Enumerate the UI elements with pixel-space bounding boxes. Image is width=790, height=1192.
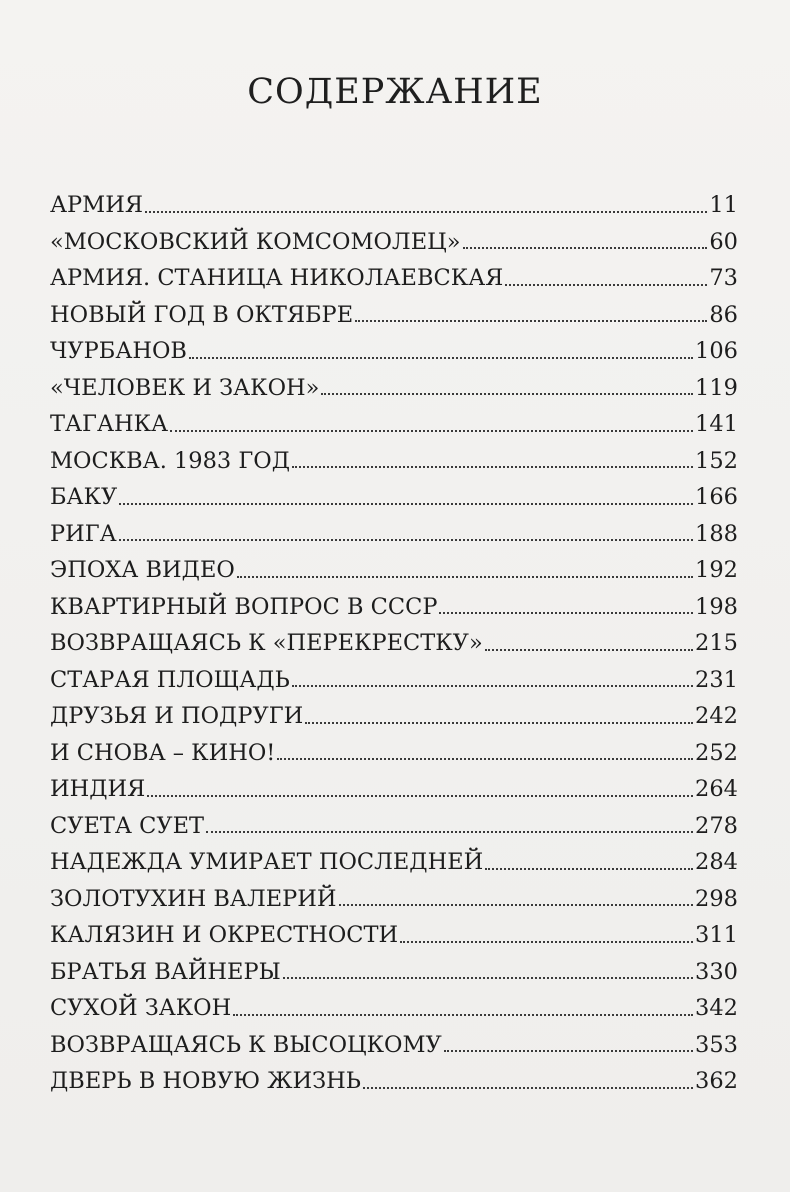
- toc-entry-title: ЗОЛОТУХИН ВАЛЕРИЙ: [50, 885, 337, 912]
- toc-entry: [50, 399, 738, 436]
- dot-leader: [505, 283, 707, 286]
- toc-page-number: 215: [695, 630, 738, 656]
- dot-leader: [305, 721, 693, 724]
- dot-leader: [233, 1013, 693, 1016]
- dot-leader: [355, 319, 707, 322]
- toc-entry-title: КАЛЯЗИН И ОКРЕСТНОСТИ: [50, 922, 399, 948]
- toc-entry: [50, 910, 738, 947]
- dot-leader: [485, 867, 693, 870]
- toc-page-number: 284: [695, 849, 738, 875]
- toc-page-number: 86: [709, 301, 738, 328]
- dot-leader: [339, 903, 694, 906]
- toc-entry-title: БАКУ: [50, 484, 118, 510]
- toc-page-number: 11: [709, 192, 738, 218]
- toc-entry: [50, 801, 738, 838]
- toc-page-number: 231: [695, 666, 738, 693]
- toc-entry-title: «МОСКОВСКИЙ КОМСОМОЛЕЦ»: [50, 228, 461, 255]
- toc-entry: [50, 363, 738, 400]
- toc-entry: [50, 655, 738, 692]
- toc-entry-title: СУЕТА СУЕТ: [50, 812, 205, 839]
- toc-entry-title: ТАГАНКА: [50, 411, 169, 437]
- toc-entry-title: НОВЫЙ ГОД В ОКТЯБРЕ: [50, 301, 354, 328]
- toc-entry-title: ИНДИЯ: [50, 776, 146, 802]
- toc-entry-title: СУХОЙ ЗАКОН: [50, 995, 232, 1021]
- dot-leader: [321, 392, 693, 395]
- toc-entry-title: РИГА: [50, 520, 117, 547]
- toc-page-number: 60: [709, 228, 738, 255]
- dot-leader: [145, 210, 707, 213]
- toc-page-number: 342: [695, 995, 738, 1021]
- toc-entry: [50, 837, 738, 874]
- toc-entry: [50, 180, 738, 217]
- toc-entry-title: АРМИЯ. СТАНИЦА НИКОЛАЕВСКАЯ: [50, 265, 504, 291]
- toc-entry-title: АРМИЯ: [50, 192, 144, 218]
- toc-entry: [50, 545, 738, 582]
- dot-leader: [283, 976, 693, 979]
- toc-page-number: 119: [695, 374, 738, 401]
- toc-entry: [50, 947, 738, 984]
- toc-page-number: 106: [695, 338, 738, 364]
- toc-entry-title: БРАТЬЯ ВАЙНЕРЫ: [50, 958, 281, 985]
- table-of-contents: [50, 180, 738, 1093]
- toc-page-number: 330: [695, 958, 738, 985]
- page-title: СОДЕРЖАНИЕ: [247, 72, 543, 112]
- toc-page-number: 278: [695, 812, 738, 839]
- dot-leader: [147, 794, 693, 797]
- dot-leader: [485, 648, 693, 651]
- toc-page-number: 298: [695, 885, 738, 912]
- toc-entry: [50, 472, 738, 509]
- toc-entry: [50, 290, 738, 327]
- toc-page-number: 166: [695, 484, 738, 510]
- toc-entry-title: ВОЗВРАЩАЯСЬ К «ПЕРЕКРЕСТКУ»: [50, 630, 483, 656]
- toc-entry: [50, 326, 738, 363]
- dot-leader: [119, 538, 693, 541]
- toc-page-number: 252: [695, 739, 738, 766]
- toc-entry: [50, 582, 738, 619]
- dot-leader: [400, 940, 693, 943]
- toc-entry: [50, 874, 738, 911]
- toc-page-number: 152: [695, 447, 738, 474]
- toc-entry: [50, 618, 738, 655]
- toc-entry: [50, 764, 738, 801]
- toc-entry: [50, 253, 738, 290]
- dot-leader: [439, 611, 693, 614]
- toc-entry-title: «ЧЕЛОВЕК И ЗАКОН»: [50, 374, 320, 401]
- toc-entry-title: И СНОВА – КИНО!: [50, 739, 276, 766]
- toc-entry: [50, 728, 738, 765]
- toc-entry: [50, 436, 738, 473]
- toc-page-number: 141: [695, 411, 738, 437]
- toc-entry-title: ДВЕРЬ В НОВУЮ ЖИЗНЬ: [50, 1068, 361, 1094]
- dot-leader: [170, 429, 693, 432]
- toc-page-number: 353: [695, 1031, 738, 1058]
- dot-leader: [363, 1086, 693, 1089]
- dot-leader: [237, 575, 693, 578]
- toc-entry: [50, 509, 738, 546]
- toc-page-number: 192: [695, 557, 738, 583]
- dot-leader: [444, 1049, 693, 1052]
- toc-entry-title: ЭПОХА ВИДЕО: [50, 557, 235, 583]
- dot-leader: [119, 502, 693, 505]
- toc-entry-title: ЧУРБАНОВ: [50, 338, 187, 364]
- dot-leader: [292, 465, 693, 468]
- toc-entry-title: НАДЕЖДА УМИРАЕТ ПОСЛЕДНЕЙ: [50, 849, 484, 875]
- toc-page-number: 198: [695, 593, 738, 620]
- toc-entry-title: МОСКВА. 1983 ГОД: [50, 447, 291, 474]
- toc-entry-title: ДРУЗЬЯ И ПОДРУГИ: [50, 703, 304, 729]
- toc-page-number: 362: [695, 1068, 738, 1094]
- toc-entry-title: СТАРАЯ ПЛОЩАДЬ: [50, 666, 290, 693]
- toc-page-number: 73: [709, 265, 738, 291]
- toc-entry-title: ВОЗВРАЩАЯСЬ К ВЫСОЦКОМУ: [50, 1031, 442, 1058]
- toc-entry-title: КВАРТИРНЫЙ ВОПРОС В СССР: [50, 593, 438, 620]
- toc-page-number: 264: [695, 776, 738, 802]
- toc-entry: [50, 217, 738, 254]
- toc-entry: [50, 691, 738, 728]
- toc-page-number: 311: [695, 922, 738, 948]
- dot-leader: [463, 246, 708, 249]
- toc-entry: [50, 1056, 738, 1093]
- toc-entry: [50, 1020, 738, 1057]
- dot-leader: [206, 830, 693, 833]
- toc-page-number: 188: [695, 520, 738, 547]
- dot-leader: [277, 757, 693, 760]
- dot-leader: [292, 684, 693, 687]
- toc-page-number: 242: [695, 703, 738, 729]
- toc-entry: [50, 983, 738, 1020]
- dot-leader: [189, 356, 693, 359]
